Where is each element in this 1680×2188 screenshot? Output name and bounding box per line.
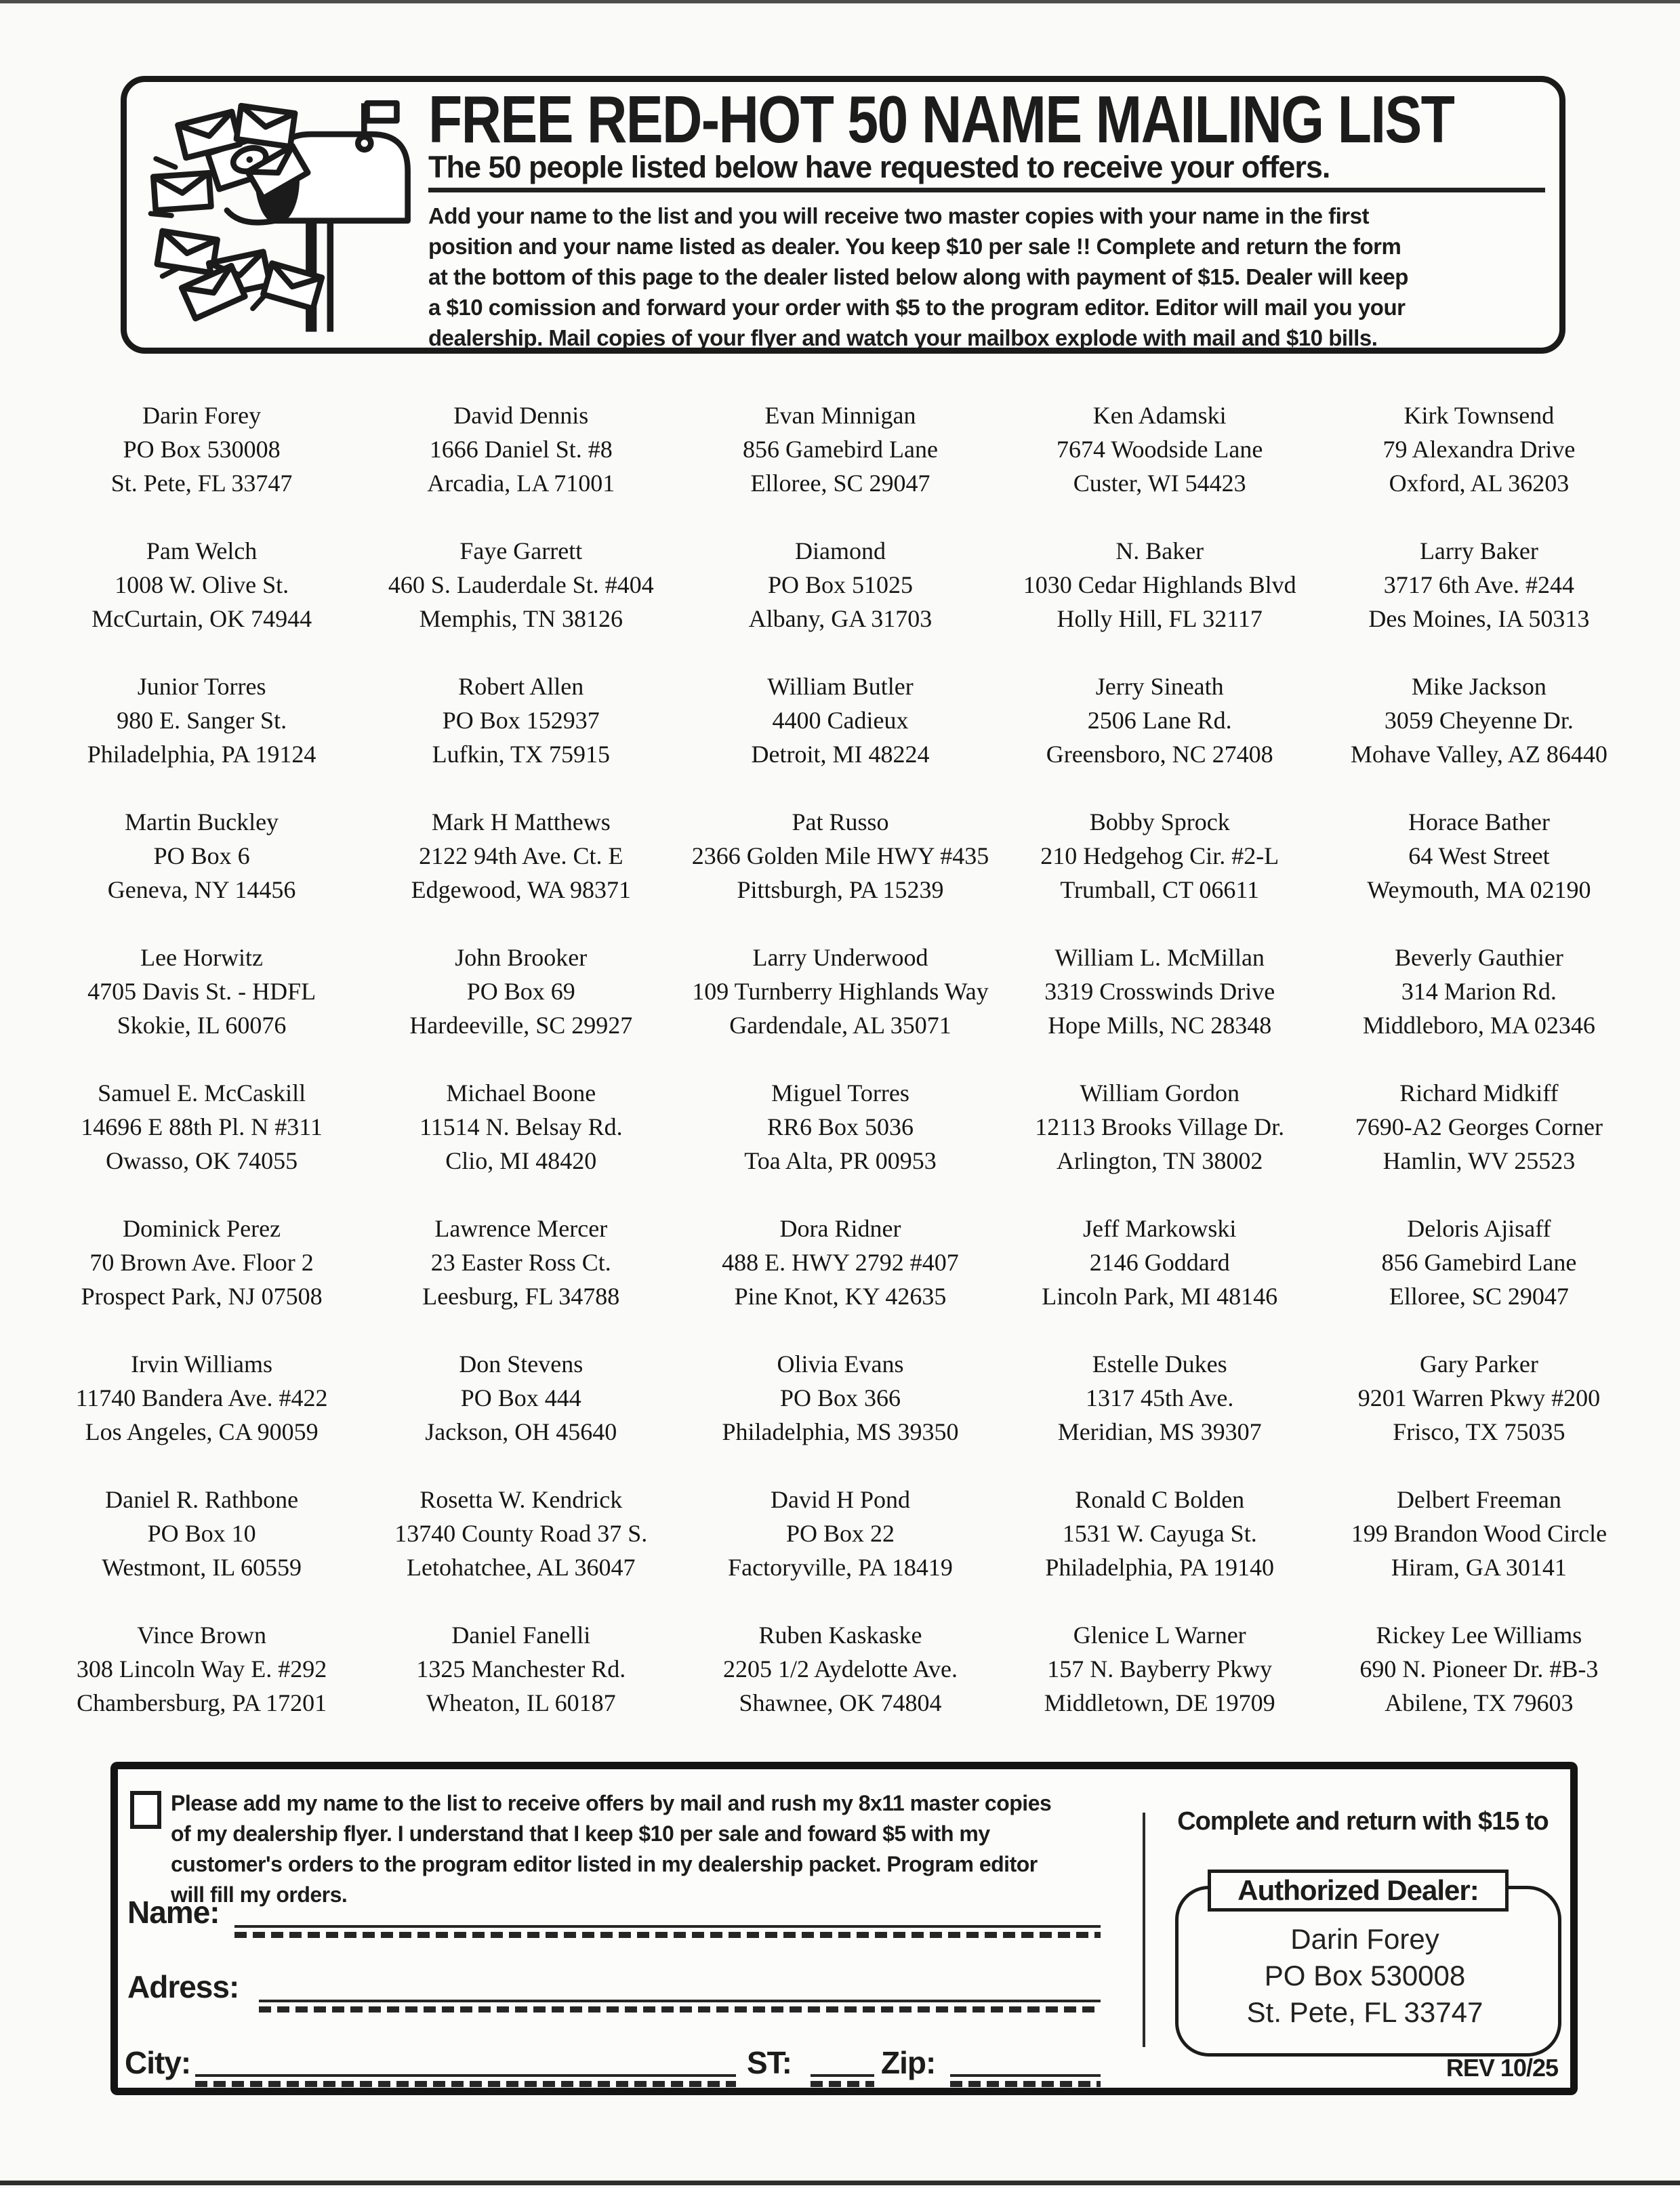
mailing-list-entry [1319, 1076, 1639, 1212]
mailing-list-entry [1319, 669, 1639, 805]
entry-address: 3059 Cheyenne Dr. [1384, 707, 1574, 734]
mailing-list-entry [1000, 1212, 1319, 1347]
entry-city: Elloree, SC 29047 [1389, 1283, 1569, 1310]
entry-city: Trumball, CT 06611 [1060, 876, 1260, 903]
mailing-list-entry [680, 398, 1000, 534]
entry-name: Martin Buckley [125, 808, 279, 835]
entry-name: Glenice L Warner [1073, 1622, 1246, 1649]
entry-address: 4400 Cadieux [772, 707, 909, 734]
zip-input-line[interactable] [950, 2074, 1101, 2087]
entry-address: 13740 County Road 37 S. [394, 1520, 648, 1547]
entry-address: 11514 N. Belsay Rd. [419, 1113, 623, 1140]
entry-city: Hope Mills, NC 28348 [1048, 1012, 1272, 1039]
entry-city: Middleboro, MA 02346 [1362, 1012, 1595, 1039]
dealer-address: PO Box 530008 [1264, 1960, 1466, 1991]
entry-name: Irvin Williams [131, 1350, 273, 1378]
entry-address: 64 West Street [1408, 842, 1550, 869]
mailing-list-entry [361, 1347, 680, 1483]
header-text-column [428, 82, 1545, 353]
entry-address: PO Box 444 [460, 1384, 581, 1411]
mailing-list-entry [361, 398, 680, 534]
entry-city: Mohave Valley, AZ 86440 [1350, 741, 1607, 768]
entry-name: Pam Welch [146, 537, 258, 564]
entry-city: Philadelphia, PA 19124 [87, 741, 316, 768]
mailing-list-entry [42, 398, 361, 534]
entry-name: N. Baker [1115, 537, 1204, 564]
entry-name: Gary Parker [1419, 1350, 1538, 1378]
entry-name: Daniel R. Rathbone [105, 1486, 299, 1513]
mailing-list-entry [1000, 1618, 1319, 1754]
entry-address: 1317 45th Ave. [1086, 1384, 1234, 1411]
entry-name: Diamond [795, 537, 886, 564]
entry-address: 9201 Warren Pkwy #200 [1357, 1384, 1601, 1411]
entry-name: Ken Adamski [1092, 402, 1227, 429]
entry-name: William L. McMillan [1054, 944, 1265, 971]
mailing-list-entry [680, 1618, 1000, 1754]
entry-city: Chambersburg, PA 17201 [77, 1689, 327, 1716]
mailing-list-entry [42, 669, 361, 805]
entry-city: Westmont, IL 60559 [102, 1554, 302, 1581]
page-subtitle: The 50 people listed below have requested to receive your offers. [428, 151, 1545, 192]
entry-name: Dominick Perez [123, 1215, 281, 1242]
mailing-list-entry [680, 1076, 1000, 1212]
mailing-list-entry [1319, 534, 1639, 669]
mailing-list-entry [680, 669, 1000, 805]
mailing-list-entry [42, 534, 361, 669]
entry-city: Oxford, AL 36203 [1389, 470, 1570, 497]
entry-name: John Brooker [455, 944, 588, 971]
entry-name: Pat Russo [792, 808, 889, 835]
entry-address: 23 Easter Ross Ct. [430, 1249, 611, 1276]
entry-address: 1030 Cedar Highlands Blvd [1023, 571, 1296, 598]
mailing-list-entry [361, 1212, 680, 1347]
entry-address: 7690-A2 Georges Corner [1355, 1113, 1603, 1140]
entry-address: 980 E. Sanger St. [117, 707, 287, 734]
entry-address: 2506 Lane Rd. [1087, 707, 1232, 734]
entry-city: Custer, WI 54423 [1073, 470, 1246, 497]
address-input-line[interactable] [259, 2000, 1101, 2012]
entry-name: Delbert Freeman [1396, 1486, 1561, 1513]
entry-name: Faye Garrett [459, 537, 583, 564]
mailing-list-entry [1000, 1076, 1319, 1212]
entry-address: 210 Hedgehog Cir. #2-L [1040, 842, 1279, 869]
scan-bottom-edge [0, 2181, 1680, 2185]
mailing-list-entry [680, 1483, 1000, 1618]
entry-address: PO Box 366 [779, 1384, 901, 1411]
mailing-list-entry [361, 1618, 680, 1754]
entry-name: Horace Bather [1408, 808, 1550, 835]
entry-address: 314 Marion Rd. [1401, 978, 1557, 1005]
entry-address: 14696 E 88th Pl. N #311 [81, 1113, 323, 1140]
entry-address: 157 N. Bayberry Pkwy [1047, 1655, 1273, 1683]
entry-name: David H Pond [770, 1486, 910, 1513]
entry-city: Letohatchee, AL 36047 [407, 1554, 636, 1581]
mailing-list-entry [1319, 805, 1639, 941]
entry-name: Ruben Kaskaske [758, 1622, 922, 1649]
revision-tag: REV 10/25 [1446, 2054, 1558, 2082]
entry-city: Arcadia, LA 71001 [427, 470, 615, 497]
entry-city: Frisco, TX 75035 [1393, 1418, 1565, 1445]
mailing-list-entry [42, 1076, 361, 1212]
dealer-info [1175, 1921, 1555, 2031]
agreement-line: of my dealership flyer. I understand that I keep $10 per sale and foward $5 with my [171, 1821, 990, 1846]
entry-city: Edgewood, WA 98371 [411, 876, 631, 903]
entry-address: PO Box 6 [153, 842, 250, 869]
entry-name: Jerry Sineath [1095, 673, 1224, 700]
entry-city: Hiram, GA 30141 [1391, 1554, 1567, 1581]
entry-city: Wheaton, IL 60187 [426, 1689, 616, 1716]
entry-address: 856 Gamebird Lane [1381, 1249, 1577, 1276]
dealer-name: Darin Forey [1290, 1923, 1439, 1955]
mailing-list-entry [1000, 534, 1319, 669]
entry-city: Albany, GA 31703 [748, 605, 933, 632]
name-input-line[interactable] [234, 1925, 1101, 1938]
entry-name: Estelle Dukes [1092, 1350, 1227, 1378]
entry-city: Philadelphia, MS 39350 [722, 1418, 959, 1445]
agreement-line: customer's orders to the program editor listed in my dealership packet. Program editor [171, 1852, 1038, 1876]
entry-address: 1008 W. Olive St. [115, 571, 289, 598]
agreement-line: will fill my orders. [171, 1882, 348, 1907]
city-input-line[interactable] [195, 2074, 736, 2087]
entry-name: Larry Underwood [752, 944, 928, 971]
entry-address: RR6 Box 5036 [766, 1113, 914, 1140]
entry-name: Mike Jackson [1411, 673, 1546, 700]
entry-address: 11740 Bandera Ave. #422 [75, 1384, 328, 1411]
entry-address: 308 Lincoln Way E. #292 [76, 1655, 327, 1683]
mailbox-icon [140, 94, 419, 339]
mailing-list-entry [1319, 1483, 1639, 1618]
entry-name: William Butler [767, 673, 914, 700]
mailing-list-entry [1000, 1483, 1319, 1618]
entry-city: Toa Alta, PR 00953 [744, 1147, 937, 1174]
page-title: FREE RED-HOT 50 NAME MAILING LIST [428, 82, 1454, 157]
entry-address: PO Box 10 [147, 1520, 256, 1547]
entry-address: 70 Brown Ave. Floor 2 [89, 1249, 314, 1276]
entry-name: William Gordon [1080, 1079, 1239, 1107]
entry-city: Lufkin, TX 75915 [432, 741, 610, 768]
mailing-list-entry [1000, 669, 1319, 805]
entry-name: Beverly Gauthier [1394, 944, 1563, 971]
entry-city: Elloree, SC 29047 [750, 470, 930, 497]
mailing-list-entry [680, 1347, 1000, 1483]
name-label: Name: [127, 1895, 220, 1930]
entry-address: 2366 Golden Mile HWY #435 [691, 842, 989, 869]
entry-city: Shawnee, OK 74804 [739, 1689, 942, 1716]
header-body-line: Add your name to the list and you will receive two master copies with your name in the first [428, 203, 1369, 229]
scan-top-edge [0, 0, 1680, 3]
entry-city: Des Moines, IA 50313 [1368, 605, 1590, 632]
mailing-list-entry [1000, 398, 1319, 534]
entry-address: PO Box 530008 [123, 436, 281, 463]
entry-address: 1531 W. Cayuga St. [1062, 1520, 1257, 1547]
entry-city: Jackson, OH 45640 [425, 1418, 617, 1445]
entry-name: Samuel E. McCaskill [98, 1079, 306, 1107]
mailing-list-entry [361, 669, 680, 805]
entry-city: Skokie, IL 60076 [117, 1012, 287, 1039]
entry-city: Factoryville, PA 18419 [728, 1554, 953, 1581]
entry-name: Robert Allen [458, 673, 584, 700]
mailing-list-entry [42, 1347, 361, 1483]
entry-city: Pine Knot, KY 42635 [734, 1283, 947, 1310]
agreement-line: Please add my name to the list to receive offers by mail and rush my 8x11 master copies [171, 1791, 1052, 1815]
entry-address: PO Box 69 [466, 978, 575, 1005]
entry-name: David Dennis [453, 402, 589, 429]
state-label: ST: [747, 2045, 792, 2080]
mailing-list-entry [1319, 1212, 1639, 1347]
dealer-city: St. Pete, FL 33747 [1246, 1996, 1483, 2028]
form-vertical-divider [1143, 1813, 1145, 2047]
mailing-list-entry [1319, 1618, 1639, 1754]
entry-address: 4705 Davis St. - HDFL [87, 978, 316, 1005]
mailing-list-entry [361, 941, 680, 1076]
entry-name: Mark H Matthews [431, 808, 611, 835]
entry-name: Evan Minnigan [764, 402, 916, 429]
entry-address: 7674 Woodside Lane [1057, 436, 1263, 463]
entry-name: Miguel Torres [771, 1079, 909, 1107]
mailing-list-entry [1319, 1347, 1639, 1483]
address-label: Adress: [127, 1969, 239, 2004]
entry-name: Jeff Markowski [1083, 1215, 1237, 1242]
state-input-line[interactable] [811, 2074, 874, 2087]
entry-address: PO Box 22 [785, 1520, 895, 1547]
mailing-list-entry [42, 1618, 361, 1754]
header-body-line: position and your name listed as dealer. You keep $10 per sale !! Complete and return the form [428, 234, 1401, 260]
mailing-list-entry [1000, 941, 1319, 1076]
entry-name: Darin Forey [142, 402, 262, 429]
entry-name: Bobby Sprock [1089, 808, 1230, 835]
entry-city: Los Angeles, CA 90059 [85, 1418, 319, 1445]
entry-city: Arlington, TN 38002 [1057, 1147, 1263, 1174]
mailing-list-entry [680, 1212, 1000, 1347]
entry-name: Larry Baker [1419, 537, 1538, 564]
add-my-name-checkbox[interactable] [130, 1791, 161, 1829]
entry-city: St. Pete, FL 33747 [110, 470, 293, 497]
mailing-list-entry [361, 1076, 680, 1212]
header-body [428, 201, 1545, 353]
entry-city: Pittsburgh, PA 15239 [737, 876, 944, 903]
mailing-list-entry [42, 1483, 361, 1618]
entry-city: Leesburg, FL 34788 [422, 1283, 620, 1310]
authorized-dealer-label: Authorized Dealer: [1208, 1870, 1509, 1912]
city-label: City: [125, 2045, 191, 2080]
mailing-list-entry [42, 941, 361, 1076]
entry-address: 488 E. HWY 2792 #407 [722, 1249, 959, 1276]
entry-name: Don Stevens [459, 1350, 583, 1378]
mailing-list-grid [42, 398, 1639, 1754]
entry-city: Philadelphia, PA 19140 [1045, 1554, 1275, 1581]
mailing-list-entry [361, 534, 680, 669]
return-instruction: Complete and return with $15 to [1177, 1807, 1549, 1836]
mailing-list-entry [42, 805, 361, 941]
agreement-text [171, 1788, 1051, 1910]
entry-name: Junior Torres [137, 673, 266, 700]
entry-address: 2146 Goddard [1089, 1249, 1230, 1276]
entry-address: 79 Alexandra Drive [1382, 436, 1576, 463]
entry-name: Rosetta W. Kendrick [419, 1486, 623, 1513]
entry-city: Prospect Park, NJ 07508 [81, 1283, 323, 1310]
entry-city: Owasso, OK 74055 [106, 1147, 298, 1174]
entry-address: 109 Turnberry Highlands Way [692, 978, 989, 1005]
entry-name: Vince Brown [137, 1622, 266, 1649]
entry-city: Greensboro, NC 27408 [1046, 741, 1273, 768]
entry-address: 1666 Daniel St. #8 [429, 436, 613, 463]
entry-name: Deloris Ajisaff [1407, 1215, 1551, 1242]
mailing-list-entry [1000, 1347, 1319, 1483]
entry-address: 460 S. Lauderdale St. #404 [388, 571, 654, 598]
entry-address: 856 Gamebird Lane [743, 436, 938, 463]
entry-address: PO Box 51025 [767, 571, 913, 598]
entry-name: Lawrence Mercer [434, 1215, 608, 1242]
entry-name: Kirk Townsend [1404, 402, 1555, 429]
order-form [110, 1762, 1578, 2095]
mailing-list-entry [1319, 398, 1639, 534]
entry-name: Lee Horwitz [140, 944, 264, 971]
mailing-list-entry [1000, 805, 1319, 941]
entry-city: Geneva, NY 14456 [107, 876, 296, 903]
entry-city: Middletown, DE 19709 [1044, 1689, 1275, 1716]
mailing-list-entry [680, 805, 1000, 941]
entry-address: 1325 Manchester Rd. [416, 1655, 626, 1683]
entry-address: 3717 6th Ave. #244 [1383, 571, 1575, 598]
entry-city: Lincoln Park, MI 48146 [1042, 1283, 1278, 1310]
header-body-line: at the bottom of this page to the dealer listed below along with payment of $15. Dealer will keep [428, 264, 1408, 290]
entry-name: Rickey Lee Williams [1376, 1622, 1582, 1649]
mailing-list-entry [680, 534, 1000, 669]
header-box [121, 76, 1565, 354]
entry-city: Detroit, MI 48224 [751, 741, 930, 768]
entry-address: 2205 1/2 Aydelotte Ave. [722, 1655, 958, 1683]
entry-city: Holly Hill, FL 32117 [1057, 605, 1263, 632]
entry-address: PO Box 152937 [442, 707, 600, 734]
header-body-line: dealership. Mail copies of your flyer and watch your mailbox explode with mail and $10 bills. [428, 325, 1378, 351]
entry-city: Abilene, TX 79603 [1385, 1689, 1574, 1716]
entry-name: Olivia Evans [777, 1350, 904, 1378]
entry-name: Ronald C Bolden [1075, 1486, 1245, 1513]
entry-city: Meridian, MS 39307 [1057, 1418, 1262, 1445]
entry-name: Dora Ridner [779, 1215, 901, 1242]
entry-city: Clio, MI 48420 [445, 1147, 597, 1174]
mailing-list-entry [361, 805, 680, 941]
entry-name: Daniel Fanelli [451, 1622, 591, 1649]
entry-name: Michael Boone [446, 1079, 596, 1107]
entry-city: Gardendale, AL 35071 [729, 1012, 951, 1039]
mailing-list-entry [42, 1212, 361, 1347]
mailing-list-entry [361, 1483, 680, 1618]
mailing-list-entry [680, 941, 1000, 1076]
entry-address: 3319 Crosswinds Drive [1044, 978, 1275, 1005]
entry-address: 12113 Brooks Village Dr. [1035, 1113, 1285, 1140]
entry-city: Hamlin, WV 25523 [1382, 1147, 1576, 1174]
zip-label: Zip: [881, 2045, 936, 2080]
header-body-line: a $10 comission and forward your order with $5 to the program editor. Editor will mail you your [428, 295, 1406, 321]
entry-city: Weymouth, MA 02190 [1367, 876, 1591, 903]
entry-address: 2122 94th Ave. Ct. E [419, 842, 623, 869]
entry-city: Hardeeville, SC 29927 [409, 1012, 633, 1039]
entry-city: McCurtain, OK 74944 [91, 605, 312, 632]
entry-name: Richard Midkiff [1399, 1079, 1559, 1107]
mailing-list-entry [1319, 941, 1639, 1076]
entry-address: 199 Brandon Wood Circle [1351, 1520, 1607, 1547]
entry-city: Memphis, TN 38126 [419, 605, 623, 632]
entry-address: 690 N. Pioneer Dr. #B-3 [1359, 1655, 1599, 1683]
